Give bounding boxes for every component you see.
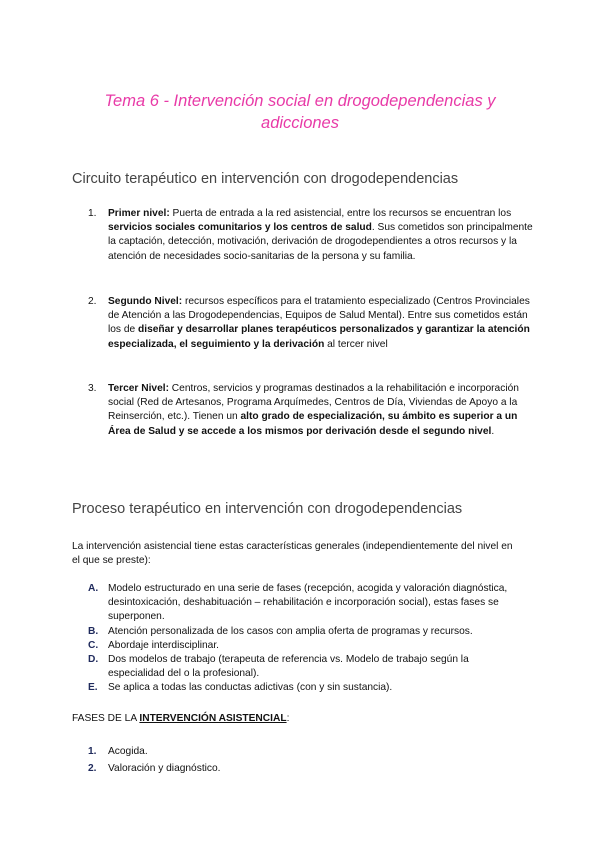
list-number: 1. [88,746,97,757]
item-text: recursos específicos para el tratamiento especializado (Centros Provinciales de Atención a las Drogodependencias, Equipos de Salud Mental). Entre sus cometidos están los de [108,296,530,336]
list-item-b [88,625,528,639]
fases-heading [72,713,289,724]
list-number: 1. [88,208,97,219]
fases-prefix: FASES DE LA [72,713,140,724]
list-item-acogida [88,743,221,760]
list-item-e [88,681,528,695]
list-text [108,382,533,439]
list-number: 2. [88,763,97,774]
fases-suffix: : [286,713,290,724]
list-text: Valoración y diagnóstico. [108,763,221,774]
item-text: al tercer nivel [324,338,388,350]
item-bold-text: servicios sociales comunitarios y los centros de salud [108,222,372,234]
list-item-tercer-nivel [88,382,533,439]
item-label: Tercer Nivel: [108,383,169,394]
list-item-valoracion [88,760,221,777]
list-item-segundo-nivel [88,295,533,352]
list-text: Acogida. [108,746,148,757]
characteristics-list [88,582,528,696]
list-number: 2. [88,296,97,307]
list-text: Modelo estructurado en una serie de fases (recepción, acogida y valoración diagnóstica, desintoxicación, deshabituación – rehabilitación e incorporación social), estas fases se superponen. [108,583,508,623]
list-number: 3. [88,383,97,394]
item-text: . Sus cometidos son principalmente la captación, detección, motivación, derivación de drogodependientes a otros recursos y la atención de necesidades socio-sanitarias de la persona y su familia. [108,222,533,262]
item-label: Segundo Nivel: [108,296,183,307]
list-text: Abordaje interdisciplinar. [108,639,219,651]
list-item-primer-nivel [88,207,533,264]
document-title: Tema 6 - Intervención social en drogodependencias y adicciones [104,92,496,132]
list-item-a [88,582,528,625]
list-text [108,207,533,264]
list-item-d [88,653,528,681]
item-label: Primer nivel: [108,208,170,219]
fases-list [88,743,221,777]
item-text: Centros, servicios y programas destinados a la rehabilitación e incorporación social (Red de Artesanos, Programa Arquímedes, Centros de Día, Viviendas de Apoyo a la Reinserción, etc.). Tienen un [108,383,519,423]
section-heading-circuito: Circuito terapéutico en intervención con drogodependencias [72,171,459,187]
item-text: Puerta de entrada a la red asistencial, entre los recursos se encuentran los [169,208,512,219]
fases-underlined: INTERVENCIÓN ASISTENCIAL [139,713,287,724]
list-letter: A. [88,583,99,594]
list-text: Dos modelos de trabajo (terapeuta de referencia vs. Modelo de trabajo según la especialidad del o la profesional). [108,654,469,680]
section-heading-proceso: Proceso terapéutico en intervención con drogodependencias [72,501,463,517]
list-letter: D. [88,654,99,666]
item-bold-text: diseñar y desarrollar planes terapéuticos personalizados y garantizar la atención especializada, el seguimiento y la derivación [108,324,530,350]
intro-paragraph: La intervención asistencial tiene estas características generales (independientemente del nivel en el que se preste): [72,541,513,567]
list-item-c [88,639,528,653]
list-letter: C. [88,639,99,651]
list-letter: E. [88,682,98,694]
list-text: Se aplica a todas las conductas adictivas (con y sin sustancia). [108,682,393,694]
list-text: Atención personalizada de los casos con amplia oferta de programas y recursos. [108,625,473,637]
list-text [108,295,533,352]
item-bold-text: alto grado de especialización, su ámbito es superior a un Área de Salud y se accede a los mismos por derivación desde el segundo nivel [108,411,518,437]
list-letter: B. [88,625,99,637]
item-text: . [491,425,495,437]
